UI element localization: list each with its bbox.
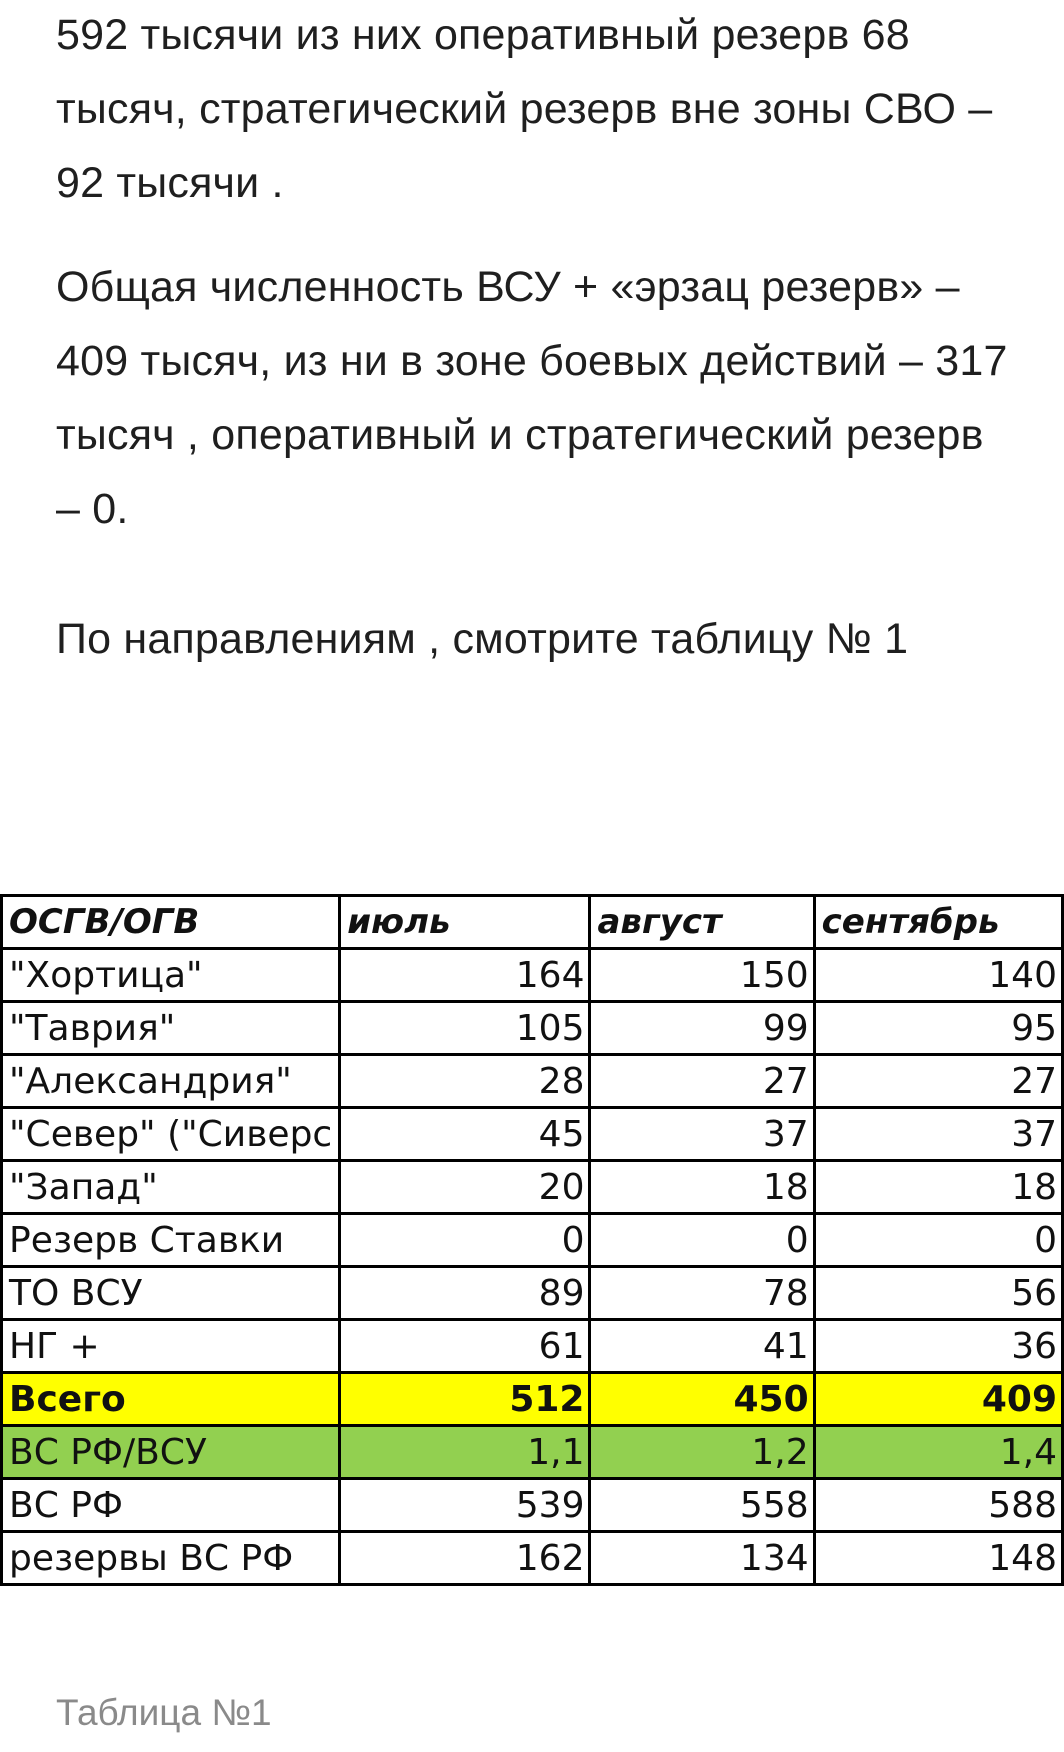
row-value: 61 <box>340 1320 590 1373</box>
row-value: 89 <box>340 1267 590 1320</box>
row-label: "Хортица" <box>2 949 340 1002</box>
row-label: ВС РФ <box>2 1479 340 1532</box>
row-label: "Север" ("Сиверс <box>2 1108 340 1161</box>
row-value: 105 <box>340 1002 590 1055</box>
row-value: 41 <box>590 1320 814 1373</box>
row-value: 20 <box>340 1161 590 1214</box>
row-value: 539 <box>340 1479 590 1532</box>
row-value: 27 <box>590 1055 814 1108</box>
table-body <box>2 949 1063 1585</box>
row-value: 95 <box>814 1002 1062 1055</box>
header-july: июль <box>340 896 590 949</box>
forces-table <box>0 894 1064 1586</box>
table-row <box>2 1426 1063 1479</box>
header-august: август <box>590 896 814 949</box>
table-row <box>2 1214 1063 1267</box>
row-value: 99 <box>590 1002 814 1055</box>
row-label: "Александрия" <box>2 1055 340 1108</box>
row-value: 28 <box>340 1055 590 1108</box>
row-value: 0 <box>590 1214 814 1267</box>
table-header-row <box>2 896 1063 949</box>
row-value: 1,2 <box>590 1426 814 1479</box>
row-value: 1,4 <box>814 1426 1062 1479</box>
header-group: ОСГВ/ОГВ <box>2 896 340 949</box>
article-body <box>56 0 1016 676</box>
row-label: Резерв Ставки <box>2 1214 340 1267</box>
header-september: сентябрь <box>814 896 1062 949</box>
row-value: 45 <box>340 1108 590 1161</box>
row-value: 164 <box>340 949 590 1002</box>
row-label: ТО ВСУ <box>2 1267 340 1320</box>
row-value: 588 <box>814 1479 1062 1532</box>
row-value: 27 <box>814 1055 1062 1108</box>
table-image[interactable] <box>0 894 1064 1674</box>
row-value: 0 <box>340 1214 590 1267</box>
paragraph-total-strength: Общая численность ВСУ + «эрзац резерв» – 409 тысяч, из ни в зоне боевых действий – 317 тысяч , оперативный и стратегический резерв – 0. <box>56 263 1008 533</box>
row-label: Всего <box>2 1373 340 1426</box>
row-value: 37 <box>814 1108 1062 1161</box>
table-row <box>2 1320 1063 1373</box>
table-row <box>2 1108 1063 1161</box>
row-label: "Таврия" <box>2 1002 340 1055</box>
table-row <box>2 1161 1063 1214</box>
row-value: 162 <box>340 1532 590 1585</box>
row-value: 1,1 <box>340 1426 590 1479</box>
row-label: НГ + <box>2 1320 340 1373</box>
row-label: резервы ВС РФ <box>2 1532 340 1585</box>
row-value: 558 <box>590 1479 814 1532</box>
row-value: 78 <box>590 1267 814 1320</box>
table-row <box>2 1267 1063 1320</box>
row-value: 409 <box>814 1373 1062 1426</box>
table-row <box>2 1055 1063 1108</box>
table-row <box>2 949 1063 1002</box>
table-row <box>2 1002 1063 1055</box>
row-value: 134 <box>590 1532 814 1585</box>
paragraph-reserve: 592 тысячи из них оперативный резерв 68 тысяч, стратегический резерв вне зоны СВО – 92 тысячи . <box>56 11 993 207</box>
row-label: ВС РФ/ВСУ <box>2 1426 340 1479</box>
row-value: 0 <box>814 1214 1062 1267</box>
row-label: "Запад" <box>2 1161 340 1214</box>
row-value: 148 <box>814 1532 1062 1585</box>
table-row <box>2 1532 1063 1585</box>
row-value: 18 <box>814 1161 1062 1214</box>
row-value: 18 <box>590 1161 814 1214</box>
row-value: 450 <box>590 1373 814 1426</box>
row-value: 140 <box>814 949 1062 1002</box>
table-row <box>2 1373 1063 1426</box>
row-value: 36 <box>814 1320 1062 1373</box>
row-value: 56 <box>814 1267 1062 1320</box>
row-value: 37 <box>590 1108 814 1161</box>
paragraph-directions: По направлениям , смотрите таблицу № 1 <box>56 615 909 663</box>
table-caption: Таблица №1 <box>56 1692 272 1733</box>
row-value: 150 <box>590 949 814 1002</box>
table-row <box>2 1479 1063 1532</box>
row-value: 512 <box>340 1373 590 1426</box>
